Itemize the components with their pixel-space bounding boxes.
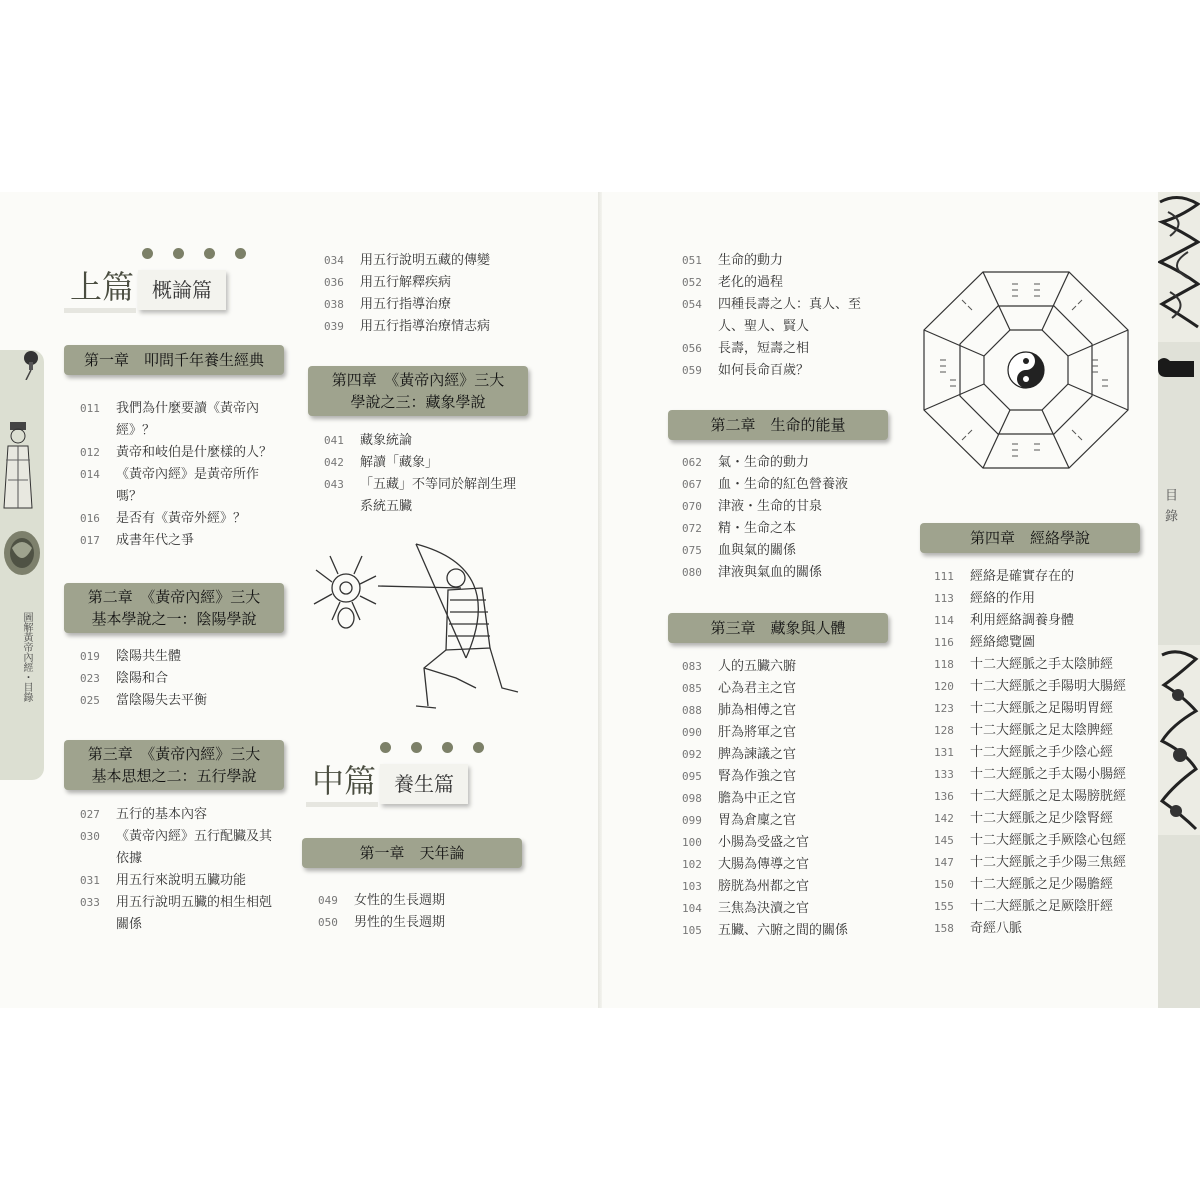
- toc-entry[interactable]: 系統五臟: [360, 499, 413, 514]
- col4-ch4-entries: [934, 566, 1154, 940]
- part-middle-header: [306, 742, 486, 808]
- toc-entry[interactable]: 133 十二大經脈之手太陽小腸經: [934, 767, 1127, 782]
- part-dots: [142, 248, 246, 259]
- toc-entry[interactable]: 150 十二大經脈之足少陽膽經: [934, 877, 1114, 892]
- toc-entry[interactable]: 105 五臟、六腑之間的關係: [682, 923, 849, 938]
- toc-entry[interactable]: 關係: [116, 917, 143, 932]
- book-gutter: [598, 192, 602, 1008]
- toc-entry[interactable]: 031 用五行來說明五臟功能: [80, 873, 247, 888]
- part-underline: [306, 802, 378, 807]
- middle-chapter-1-heading[interactable]: 第一章 天年論: [302, 838, 522, 868]
- part-upper-subtitle: 概論篇: [138, 270, 226, 310]
- chapter-4-heading[interactable]: 第四章 《黃帝內經》三大 學說之三：藏象學說: [308, 366, 528, 416]
- right-side-title: 目錄: [1162, 488, 1177, 530]
- toc-entry[interactable]: 依據: [116, 851, 143, 866]
- toc-entry[interactable]: 083 人的五臟六腑: [682, 659, 797, 674]
- toc-entry[interactable]: 088 肺為相傅之官: [682, 703, 797, 718]
- toc-entry[interactable]: 033 用五行說明五臟的相生相剋: [80, 895, 273, 910]
- toc-entry[interactable]: 054 四種長壽之人：真人、至: [682, 297, 862, 312]
- toc-entry[interactable]: 158 奇經八脈: [934, 921, 1023, 936]
- toc-entry[interactable]: 070 津液・生命的甘泉: [682, 499, 823, 514]
- chapter-3-heading[interactable]: 第三章 《黃帝內經》三大 基本思想之二：五行學說: [64, 740, 284, 790]
- toc-entry[interactable]: 100 小腸為受盛之官: [682, 835, 810, 850]
- scroll-tab-icon: [1156, 355, 1196, 381]
- col1-ch3-entries: [80, 804, 290, 936]
- part-upper-title: 上篇: [70, 268, 135, 306]
- toc-entry[interactable]: 131 十二大經脈之手少陰心經: [934, 745, 1114, 760]
- col3-ch2-entries: [682, 452, 902, 584]
- col2-top-entries: [324, 250, 544, 338]
- emperor-portrait-icon: [2, 420, 34, 510]
- chapter-1-heading[interactable]: 第一章 叩問千年養生經典: [64, 345, 284, 375]
- pushpin-icon: [20, 350, 42, 380]
- toc-entry[interactable]: 142 十二大經脈之足少陰腎經: [934, 811, 1114, 826]
- toc-entry[interactable]: 072 精・生命之本: [682, 521, 797, 536]
- chapter-3-organs-heading[interactable]: 第三章 藏象與人體: [668, 613, 888, 643]
- toc-entry[interactable]: 114 利用經絡調養身體: [934, 613, 1075, 628]
- col3-top-entries: [682, 250, 902, 382]
- toc-entry[interactable]: 118 十二大經脈之手太陰肺經: [934, 657, 1114, 672]
- toc-entry[interactable]: 113 經絡的作用: [934, 591, 1036, 606]
- toc-entry[interactable]: 080 津液與氣血的關係: [682, 565, 823, 580]
- part-underline: [64, 308, 136, 313]
- toc-entry[interactable]: 062 氣・生命的動力: [682, 455, 810, 470]
- toc-entry[interactable]: 038 用五行指導治療: [324, 297, 452, 312]
- toc-entry[interactable]: 075 血與氣的關係: [682, 543, 797, 558]
- toc-entry[interactable]: 136 十二大經脈之足太陽膀胱經: [934, 789, 1127, 804]
- toc-entry[interactable]: 042 解讀「藏象」: [324, 455, 439, 470]
- toc-entry[interactable]: 085 心為君主之官: [682, 681, 797, 696]
- toc-entry[interactable]: 145 十二大經脈之手厥陰心包經: [934, 833, 1127, 848]
- toc-entry[interactable]: 嗎？: [116, 489, 143, 504]
- toc-entry[interactable]: 095 腎為作強之官: [682, 769, 797, 784]
- toc-entry[interactable]: 056 長壽，短壽之相: [682, 341, 810, 356]
- toc-entry[interactable]: 052 老化的過程: [682, 275, 784, 290]
- decorative-pattern-top: [1158, 192, 1200, 342]
- toc-entry[interactable]: 034 用五行說明五藏的傳變: [324, 253, 491, 268]
- col1-ch1-entries: [80, 398, 290, 552]
- toc-entry[interactable]: 027 五行的基本內容: [80, 807, 208, 822]
- toc-entry[interactable]: 050 男性的生長週期: [318, 915, 446, 930]
- toc-entry[interactable]: 123 十二大經脈之足陽明胃經: [934, 701, 1114, 716]
- toc-entry[interactable]: 012 黃帝和岐伯是什麼樣的人？: [80, 445, 273, 460]
- toc-entry[interactable]: 030 《黃帝內經》五行配臟及其: [80, 829, 273, 844]
- toc-entry[interactable]: 155 十二大經脈之足厥陰肝經: [934, 899, 1114, 914]
- toc-entry[interactable]: 041 藏象統論: [324, 433, 413, 448]
- toc-entry[interactable]: 120 十二大經脈之手陽明大腸經: [934, 679, 1127, 694]
- toc-entry[interactable]: 102 大腸為傳導之官: [682, 857, 810, 872]
- chapter-4-meridians-heading[interactable]: 第四章 經絡學說: [920, 523, 1140, 553]
- toc-entry[interactable]: 128 十二大經脈之足太陰脾經: [934, 723, 1114, 738]
- chapter-2-energy-heading[interactable]: 第二章 生命的能量: [668, 410, 888, 440]
- toc-entry[interactable]: 039 用五行指導治療情志病: [324, 319, 491, 334]
- col1-ch2-entries: [80, 646, 290, 712]
- col2-midch1-entries: [318, 890, 538, 934]
- part-middle-title: 中篇: [312, 762, 377, 800]
- bagua-diagram: [922, 270, 1130, 470]
- toc-entry[interactable]: 111 經絡是確實存在的: [934, 569, 1075, 584]
- toc-entry[interactable]: 049 女性的生長週期: [318, 893, 446, 908]
- part-middle-subtitle: 養生篇: [380, 764, 468, 804]
- toc-entry[interactable]: 098 膽為中正之官: [682, 791, 797, 806]
- toc-entry[interactable]: 036 用五行解釋疾病: [324, 275, 452, 290]
- toc-entry[interactable]: 014 《黃帝內經》是黃帝所作: [80, 467, 260, 482]
- toc-entry[interactable]: 067 血・生命的紅色營養液: [682, 477, 849, 492]
- toc-entry[interactable]: 051 生命的動力: [682, 253, 784, 268]
- toc-entry[interactable]: 116 經絡總覽圖: [934, 635, 1036, 650]
- toc-entry[interactable]: 099 胃為倉廩之官: [682, 813, 797, 828]
- toc-entry[interactable]: 019 陰陽共生體: [80, 649, 182, 664]
- ornament-medallion-icon: [2, 528, 42, 578]
- decorative-pattern-bottom: [1158, 645, 1200, 835]
- part-dots: [380, 742, 484, 753]
- toc-entry[interactable]: 090 肝為將軍之官: [682, 725, 797, 740]
- toc-entry[interactable]: 092 脾為諫議之官: [682, 747, 797, 762]
- archer-illustration: [306, 538, 524, 714]
- toc-entry[interactable]: 011 我們為什麼要讀《黃帝內: [80, 401, 260, 416]
- toc-entry[interactable]: 043 「五藏」不等同於解剖生理: [324, 477, 517, 492]
- left-side-title: 圖解黃帝內經・目錄: [21, 612, 32, 702]
- toc-entry[interactable]: 025 當陰陽失去平衡: [80, 693, 208, 708]
- toc-entry[interactable]: 147 十二大經脈之手少陽三焦經: [934, 855, 1127, 870]
- col3-ch3-entries: [682, 656, 902, 942]
- toc-entry[interactable]: 059 如何長命百歲？: [682, 363, 810, 378]
- toc-entry[interactable]: 人、聖人、賢人: [718, 319, 810, 334]
- chapter-2-heading[interactable]: 第二章 《黃帝內經》三大 基本學說之一：陰陽學說: [64, 583, 284, 633]
- toc-entry[interactable]: 經》？: [116, 423, 156, 438]
- col2-ch4-entries: [324, 430, 544, 518]
- toc-entry[interactable]: 104 三焦為決瀆之官: [682, 901, 810, 916]
- toc-entry[interactable]: 017 成書年代之爭: [80, 533, 195, 548]
- toc-entry[interactable]: 103 膀胱為州都之官: [682, 879, 810, 894]
- part-upper-header: [64, 248, 244, 314]
- toc-entry[interactable]: 023 陰陽和合: [80, 671, 169, 686]
- toc-entry[interactable]: 016 是否有《黃帝外經》？: [80, 511, 247, 526]
